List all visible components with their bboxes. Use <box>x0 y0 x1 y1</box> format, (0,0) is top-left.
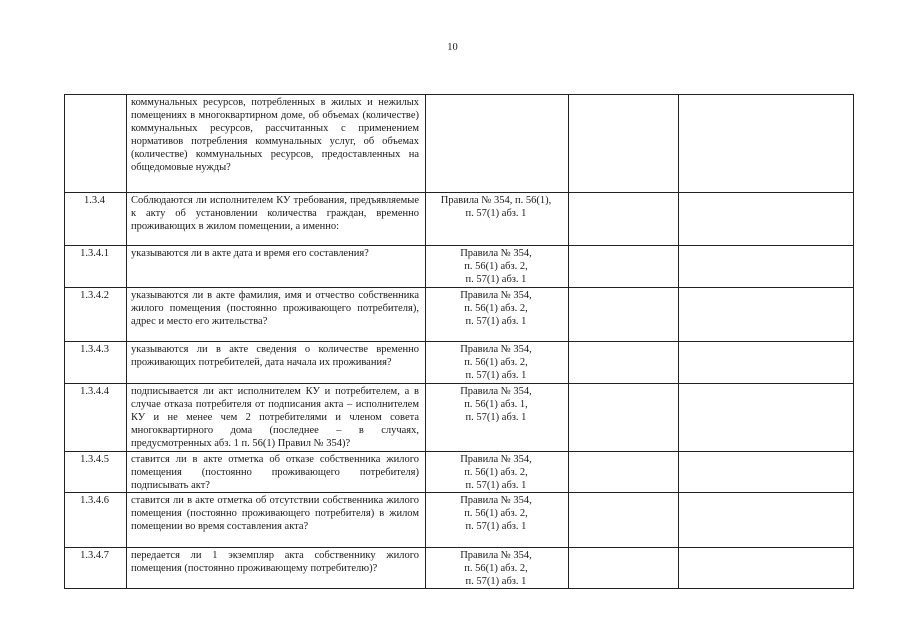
reference-line: Правила № 354, <box>460 454 532 465</box>
item-number: 1.3.4.1 <box>65 246 127 288</box>
reference-line: Правила № 354, <box>460 290 532 301</box>
note-cell[interactable] <box>679 452 854 493</box>
item-number: 1.3.4.6 <box>65 493 127 548</box>
reference-line: п. 57(1) абз. 1 <box>465 521 527 532</box>
reference-line: п. 57(1) абз. 1 <box>465 412 527 423</box>
answer-cell[interactable] <box>569 193 679 246</box>
reference-line: п. 57(1) абз. 1 <box>465 576 527 587</box>
reference-line: п. 57(1) абз. 1 <box>465 480 527 491</box>
table-row <box>65 288 854 342</box>
question-text: указываются ли в акте фамилия, имя и отчество собственника жилого помещения (постоянно проживающего потребителя), адрес и место его жительства? <box>127 288 426 342</box>
note-cell[interactable] <box>679 288 854 342</box>
reference-line: Правила № 354, п. 56(1), <box>440 195 552 206</box>
reference-line: п. 57(1) абз. 1 <box>465 208 527 219</box>
question-text: указываются ли в акте дата и время его составления? <box>127 246 426 288</box>
question-text: Соблюдаются ли исполнителем КУ требования, предъявляемые к акту об установлении количества граждан, временно проживающих в жилом помещении, а именно: <box>127 193 426 246</box>
question-text: ставится ли в акте отметка об отказе собственника жилого помещения (постоянно проживающего потребителя) подписывать акт? <box>127 452 426 493</box>
reference-line: Правила № 354, <box>460 248 532 259</box>
checklist-table <box>64 94 854 589</box>
legal-reference <box>426 548 569 589</box>
page-number: 10 <box>447 42 458 53</box>
legal-reference <box>426 95 569 193</box>
item-number: 1.3.4.3 <box>65 342 127 384</box>
table-row <box>65 95 854 193</box>
question-text: указываются ли в акте сведения о количестве временно проживающих потребителей, дата начала их проживания? <box>127 342 426 384</box>
reference-line: п. 56(1) абз. 2, <box>464 357 528 368</box>
answer-cell[interactable] <box>569 95 679 193</box>
note-cell[interactable] <box>679 95 854 193</box>
table-row <box>65 548 854 589</box>
item-number: 1.3.4.7 <box>65 548 127 589</box>
answer-cell[interactable] <box>569 246 679 288</box>
note-cell[interactable] <box>679 548 854 589</box>
note-cell[interactable] <box>679 246 854 288</box>
reference-line: Правила № 354, <box>460 495 532 506</box>
legal-reference <box>426 288 569 342</box>
table-row <box>65 193 854 246</box>
question-text: ставится ли в акте отметка об отсутствии собственника жилого помещения (постоянно проживающего потребителя) в жилом помещении во время составления акта? <box>127 493 426 548</box>
table-row <box>65 246 854 288</box>
legal-reference <box>426 493 569 548</box>
note-cell[interactable] <box>679 384 854 452</box>
table-row <box>65 384 854 452</box>
question-text: подписывается ли акт исполнителем КУ и потребителем, а в случае отказа потребителя от подписания акта – исполнителем КУ и не менее чем 2 потребителями и членом совета многоквартирного дома (последнее – в случаях, предусмотренных абз. 1 п. 56(1) Правил № 354)? <box>127 384 426 452</box>
legal-reference <box>426 342 569 384</box>
item-number: 1.3.4 <box>65 193 127 246</box>
item-number: 1.3.4.4 <box>65 384 127 452</box>
item-number: 1.3.4.5 <box>65 452 127 493</box>
item-number: 1.3.4.2 <box>65 288 127 342</box>
answer-cell[interactable] <box>569 288 679 342</box>
reference-line: п. 56(1) абз. 2, <box>464 508 528 519</box>
reference-line: п. 56(1) абз. 1, <box>464 399 528 410</box>
reference-line: п. 56(1) абз. 2, <box>464 303 528 314</box>
note-cell[interactable] <box>679 193 854 246</box>
item-number <box>65 95 127 193</box>
reference-line: Правила № 354, <box>460 344 532 355</box>
reference-line: п. 56(1) абз. 2, <box>464 467 528 478</box>
answer-cell[interactable] <box>569 548 679 589</box>
answer-cell[interactable] <box>569 452 679 493</box>
answer-cell[interactable] <box>569 493 679 548</box>
note-cell[interactable] <box>679 493 854 548</box>
legal-reference <box>426 193 569 246</box>
table-row <box>65 452 854 493</box>
legal-reference <box>426 384 569 452</box>
question-text: коммунальных ресурсов, потребленных в жилых и нежилых помещениях в многоквартирном доме, об объемах (количестве) коммунальных ресурсов, рассчитанных с применением нормативов потребления коммунальных услуг, об объемах (количестве) коммунальных ресурсов, предоставленных на общедомовые нужды? <box>127 95 426 193</box>
reference-line: п. 57(1) абз. 1 <box>465 370 527 381</box>
answer-cell[interactable] <box>569 384 679 452</box>
legal-reference <box>426 246 569 288</box>
reference-line: п. 56(1) абз. 2, <box>464 261 528 272</box>
note-cell[interactable] <box>679 342 854 384</box>
reference-line: п. 56(1) абз. 2, <box>464 563 528 574</box>
reference-line: Правила № 354, <box>460 386 532 397</box>
question-text: передается ли 1 экземпляр акта собственнику жилого помещения (постоянно проживающему потребителю)? <box>127 548 426 589</box>
answer-cell[interactable] <box>569 342 679 384</box>
reference-line: п. 57(1) абз. 1 <box>465 316 527 327</box>
legal-reference <box>426 452 569 493</box>
reference-line: п. 57(1) абз. 1 <box>465 274 527 285</box>
table-row <box>65 342 854 384</box>
reference-line: Правила № 354, <box>460 550 532 561</box>
table-row <box>65 493 854 548</box>
